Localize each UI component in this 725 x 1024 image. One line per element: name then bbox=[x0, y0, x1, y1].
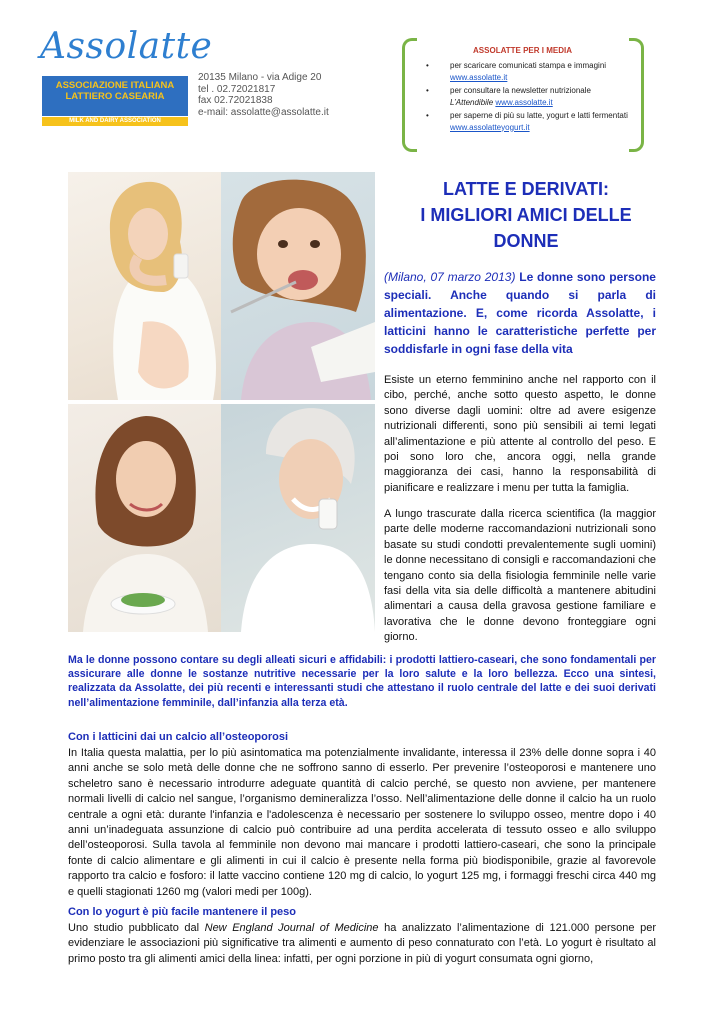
section-title-yogurt: Con lo yogurt è più facile mantenere il peso bbox=[68, 906, 296, 918]
dateline: (Milano, 07 marzo 2013) bbox=[384, 270, 516, 284]
highlight-paragraph: Ma le donne possono contare su degli alleati sicuri e affidabili: i prodotti lattiero-caseari, che sono fondamentali per assicurare alle donne le sostanze nutritive necessarie per la loro salute e la loro bellezza. Ecco una sintesi, realizzata da Assolatte, dei più recenti e interessanti studi che attestano il ruolo centrale del latte e dei suoi derivati nell’alimentazione femminile, dall’infanzia alla terza età. bbox=[68, 654, 656, 709]
contact-block bbox=[198, 72, 348, 118]
media-box-left-brace bbox=[402, 38, 417, 152]
bullet-icon: • bbox=[426, 61, 429, 70]
logo-line-1: ASSOCIAZIONE ITALIANA bbox=[55, 80, 175, 91]
photo-grandmother-with-milk bbox=[221, 404, 375, 632]
headline-line-2: I MIGLIORI AMICI DELLE bbox=[420, 205, 632, 225]
media-link[interactable]: www.assolatte.it bbox=[450, 72, 508, 82]
lead-text: Le donne sono persone speciali. Anche quando si parla di alimentazione. E, come ricorda Assolatte, i latticini hanno le caratteristiche perfette per soddisfarle in ogni fase della vita bbox=[384, 270, 656, 356]
contact-address: 20135 Milano - via Adige 20 bbox=[198, 72, 322, 83]
headline-line-1: LATTE E DERIVATI: bbox=[443, 179, 609, 199]
media-box-right-brace bbox=[629, 38, 644, 152]
contact-tel: tel . 02.72021817 bbox=[198, 83, 276, 95]
journal-name: New England Journal of Medicine bbox=[204, 922, 379, 934]
paragraph-1: Esiste un eterno femminino anche nel rapporto con il cibo, perché, anche sotto questo aspetto, le donne sono diverse dagli uomini: oltre ad avere esigenze nutrizionali differenti, sono più sensibili ai temi legati all’alimentazione e più attente al controllo del peso. E poi sono loro che, ancora oggi, nella grande maggioranza dei casi, hanno la responsabilità di pianificare e realizzare i menu per tutta la famiglia. bbox=[384, 374, 656, 494]
contact-email: e-mail: assolatte@assolatte.it bbox=[198, 106, 329, 118]
contact-fax: fax 02.72021838 bbox=[198, 95, 273, 106]
assolatte-logo bbox=[40, 22, 213, 124]
section-body-yogurt-pre: Uno studio pubblicato dal bbox=[68, 922, 205, 934]
media-item-text: per scaricare comunicati stampa e immagini bbox=[450, 61, 607, 70]
media-link[interactable]: www.assolatteyogurt.it bbox=[450, 122, 530, 132]
newsletter-name: L’Attendibile bbox=[450, 97, 494, 107]
headline-line-3: DONNE bbox=[493, 231, 559, 251]
bullet-icon: • bbox=[426, 86, 429, 95]
article-headline bbox=[392, 176, 660, 254]
logo-tagline: MILK AND DAIRY ASSOCIATION bbox=[42, 117, 188, 126]
paragraph-2: A lungo trascurate dalla ricerca scientifica (la maggior parte delle moderne raccomandazioni nutrizionali sono basate su studi condotti prevalentemente sugli uomini) le donne necessitano di consigli e raccomandazioni che tengano conto sia della fisiologia femminile nelle varie fasi della vita sia delle difficoltà a mantenere abitudini alimentari a causa della gravosa gestione familiare e lavorativa che le donne devono fronteggiare ogni giorno. bbox=[384, 508, 656, 644]
photo-girl-eating-yogurt bbox=[221, 172, 375, 400]
section-body-yogurt bbox=[68, 921, 656, 967]
media-item bbox=[426, 60, 631, 83]
bullet-icon: • bbox=[426, 111, 429, 120]
media-item bbox=[426, 85, 631, 108]
logo-wordmark: Assolatte bbox=[40, 26, 213, 67]
article-lead bbox=[384, 268, 656, 358]
logo-association-box bbox=[42, 76, 188, 116]
photo-woman-with-salad bbox=[68, 404, 221, 632]
media-item bbox=[426, 110, 631, 133]
media-item-text: per consultare la newsletter nutrizionale bbox=[450, 86, 591, 95]
logo-line-2: LATTIERO CASEARIA bbox=[65, 91, 165, 102]
photo-pregnant-woman bbox=[68, 172, 221, 400]
media-link[interactable]: www.assolatte.it bbox=[495, 97, 553, 107]
media-item-text: per saperne di più su latte, yogurt e latti fermentati bbox=[450, 111, 628, 120]
section-body-yogurt-post: ha analizzato l’alimentazione di 121.000 persone per evidenziare le associazioni più significative tra alimenti e aumento di peso connaturato con l’età. Lo yogurt è risultato al primo posto tra gli alimenti amici della linea: infatti, per ogni porzione in più di yogurt consumata ogni giorno, bbox=[68, 922, 656, 965]
section-body-osteoporosis: In Italia questa malattia, per lo più asintomatica ma potenzialmente invalidante, interessa il 23% delle donne sopra i 40 anni anche se solo metà delle donne che ne soffrono sanno di esserlo. Per prevenire l’osteoporosi e mantenere uno scheletro sano è necessario introdurre adeguate quantità di calcio perché, se questo non avviene, per mantenere normali livelli di calcio nel sangue, l’organismo demineralizza l’osso. Nell’alimentazione delle donne il calcio ha un ruolo centrale a ogni età: durante l'infanzia e l'adolescenza è necessario per sostenere lo sviluppo osseo, mentre dopo i 40 anni un’inadeguata assunzione di calcio può contribuire ad una perdita accelerata di tessuto osseo e allo sviluppo dell’osteoporosi. Sulla tavola al femminile non devono mai mancare i prodotti lattiero-caseari, che sono la principale fonte di calcio alimentare e gli alimenti in cui il calcio è presente nella forma più biodisponibile, grazie al favorevole rapporto tra calcio e fosforo: il latte vaccino contiene 120 mg di calcio, lo yogurt 125 mg, i formaggi freschi circa 440 mg e quelli stagionati 1260 mg (valori medi per 100g). bbox=[68, 747, 656, 898]
media-box-title: ASSOLATTE PER I MEDIA bbox=[473, 46, 572, 55]
section-title-osteoporosis: Con i latticini dai un calcio all’osteoporosi bbox=[68, 731, 289, 743]
